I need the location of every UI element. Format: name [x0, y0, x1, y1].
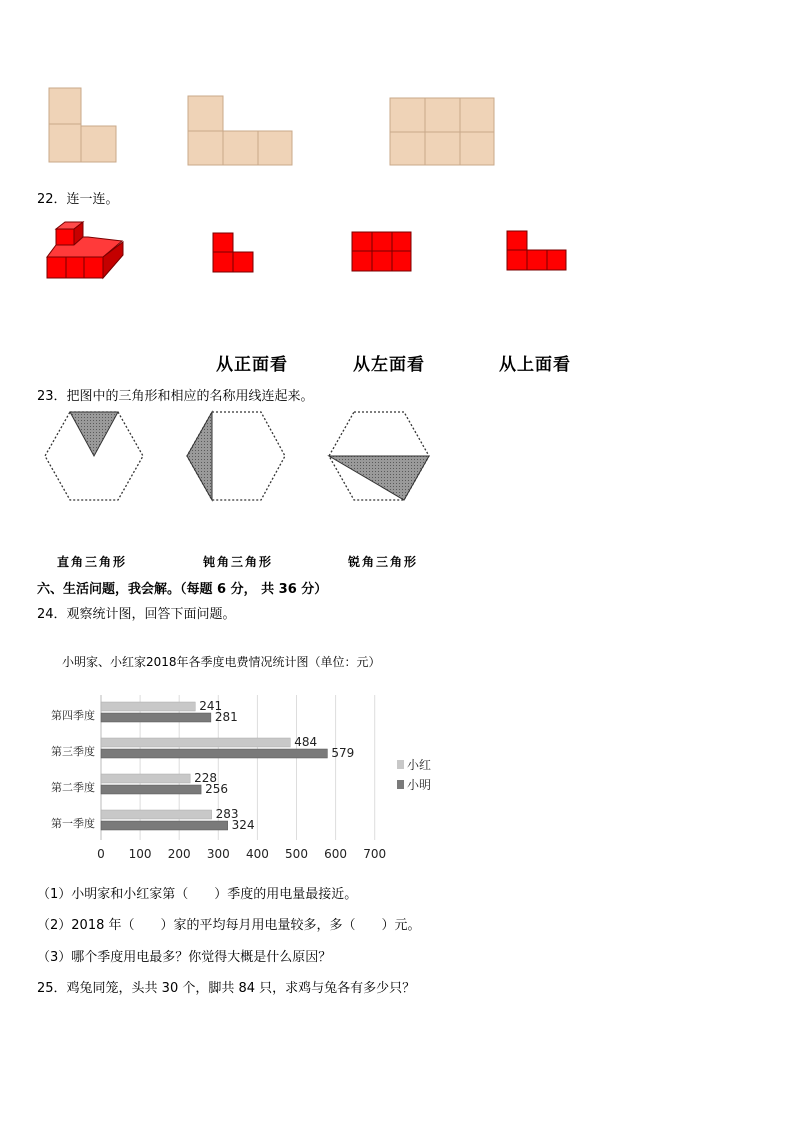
data-label: 283 — [215, 807, 239, 821]
x-tick-label: 200 — [167, 847, 191, 861]
beige-square — [223, 131, 258, 165]
beige-square — [460, 132, 494, 165]
category-label: 第四季度 — [51, 709, 95, 722]
x-tick-label: 100 — [128, 847, 152, 861]
shaded-triangle-1 — [70, 412, 118, 456]
bar-小红-第四季度 — [101, 702, 195, 711]
red-rectangle-figure — [352, 232, 411, 271]
beige-square — [390, 132, 425, 165]
shaded-triangle-2 — [187, 412, 212, 500]
triangle-label-acute: 锐角三角形 — [348, 555, 419, 569]
legend-swatch — [397, 780, 404, 789]
triangle-label-right: 直角三角形 — [57, 555, 128, 569]
beige-square — [390, 98, 425, 132]
beige-square — [49, 88, 81, 124]
triangle-label-obtuse: 钝角三角形 — [203, 555, 274, 569]
data-label: 281 — [214, 710, 238, 724]
beige-square — [425, 98, 460, 132]
bar-小明-第四季度 — [101, 713, 211, 722]
x-tick-label: 500 — [285, 847, 308, 861]
beige-square — [258, 131, 292, 165]
section-6-title: 六、生活问题，我会解。（每题 6 分， 共 36 分） — [37, 582, 328, 597]
bar-小红-第一季度 — [101, 810, 212, 819]
question-24-sub3: （3）哪个季度用电最多？你觉得大概是什么原因？ — [37, 950, 332, 965]
view-label-front: 从正面看 — [216, 355, 288, 375]
beige-square — [49, 124, 81, 162]
bar-小明-第一季度 — [101, 821, 228, 830]
x-tick-label: 400 — [245, 847, 269, 861]
bar-小红-第二季度 — [101, 774, 190, 783]
question-23: 23．把图中的三角形和相应的名称用线连起来。 — [37, 389, 314, 404]
bar-小明-第二季度 — [101, 785, 201, 794]
data-label: 256 — [205, 782, 229, 796]
chart-title: 小明家、小红家2018年各季度电费情况统计图（单位：元） — [62, 655, 381, 669]
beige-block-figures — [0, 80, 794, 175]
beige-square — [460, 98, 494, 132]
electricity-bar-chart — [0, 690, 794, 870]
question-25: 25．鸡兔同笼，头共 30 个，脚共 84 只，求鸡与兔各有多少只？ — [37, 981, 416, 996]
beige-square — [188, 96, 223, 131]
data-label: 579 — [331, 746, 355, 760]
data-label: 241 — [199, 699, 223, 713]
x-tick-label: 0 — [97, 847, 105, 861]
beige-square — [425, 132, 460, 165]
red-l-shape-1 — [213, 233, 253, 272]
x-tick-label: 300 — [206, 847, 230, 861]
category-label: 第一季度 — [51, 817, 95, 830]
view-label-left: 从左面看 — [353, 355, 425, 375]
red-block-figures — [0, 215, 794, 285]
shaded-triangle-3 — [329, 456, 429, 500]
question-24-sub2: （2）2018 年（ ）家的平均每月用电量较多，多（ ）元。 — [37, 918, 421, 933]
red-l-shape-2 — [507, 231, 566, 270]
bar-小明-第三季度 — [101, 749, 327, 758]
category-label: 第二季度 — [51, 781, 95, 794]
data-label: 228 — [194, 771, 218, 785]
data-label: 324 — [231, 818, 255, 832]
bar-小红-第三季度 — [101, 738, 290, 747]
question-24: 24．观察统计图，回答下面问题。 — [37, 607, 236, 622]
x-tick-label: 700 — [363, 847, 387, 861]
red-3d-solid — [47, 222, 123, 278]
legend-swatch — [397, 760, 404, 769]
question-22: 22．连一连。 — [37, 192, 119, 207]
hexagon-figures — [0, 405, 794, 505]
data-label: 484 — [294, 735, 318, 749]
beige-square — [188, 131, 223, 165]
question-24-sub1: （1）小明家和小红家第（ ）季度的用电量最接近。 — [37, 887, 358, 902]
legend-label: 小明 — [407, 778, 432, 792]
legend-label: 小红 — [407, 758, 432, 772]
beige-square — [81, 126, 116, 162]
view-label-top: 从上面看 — [499, 355, 571, 375]
category-label: 第三季度 — [51, 745, 95, 758]
x-tick-label: 600 — [324, 847, 348, 861]
